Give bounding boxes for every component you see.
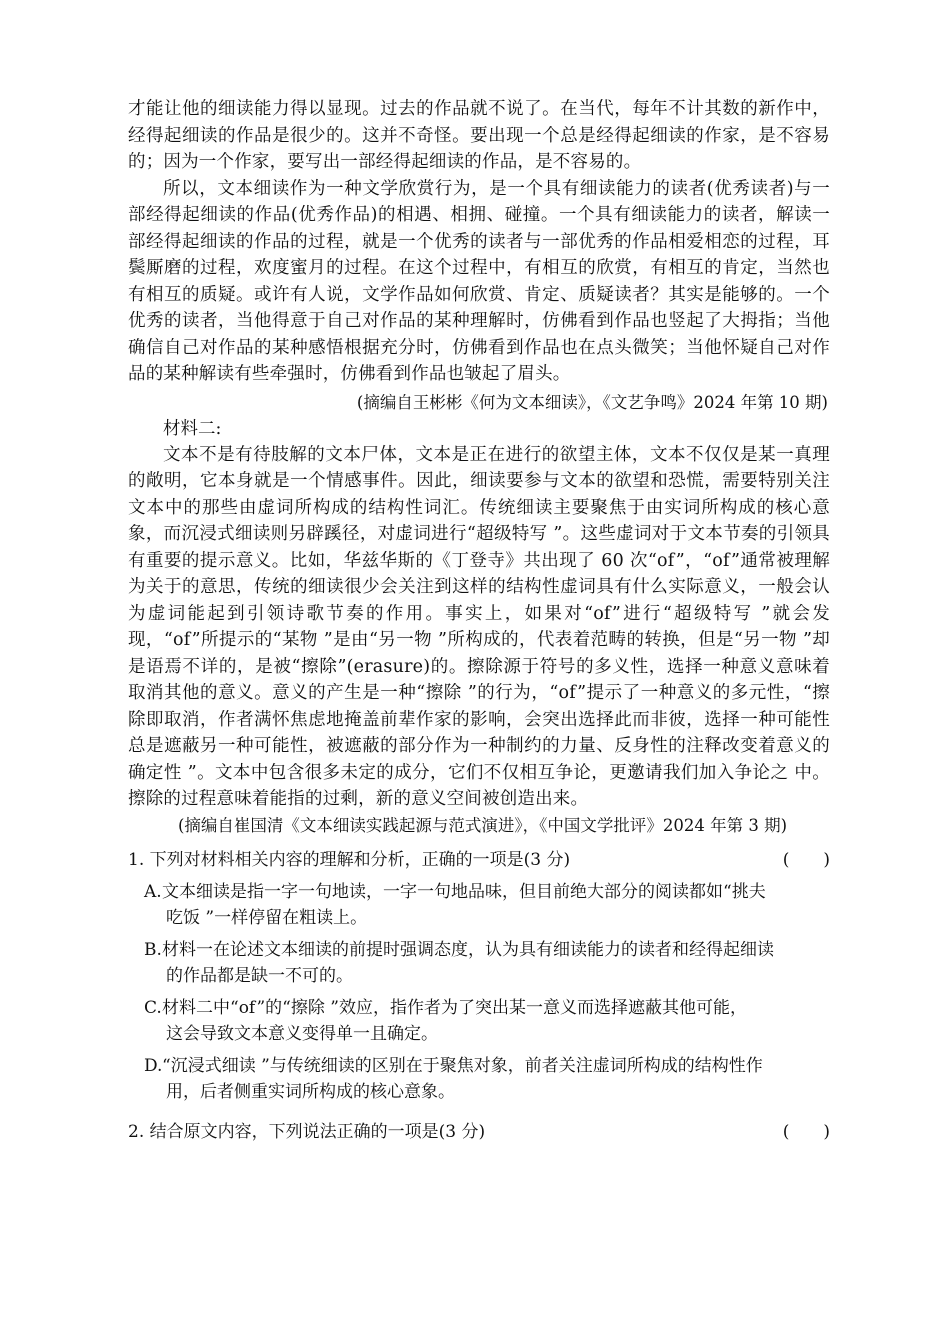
option-d [128, 1053, 830, 1105]
option-d-line1: “沉浸式细读 ”与传统细读的区别在于聚焦对象，前者关注虚词所构成的结构性作 [162, 1055, 763, 1076]
question-2-answer-blank: ( ) [782, 1121, 830, 1142]
option-c-line2: 这会导致文本意义变得单一且确定。 [166, 1023, 438, 1044]
option-d-line2: 用，后者侧重实词所构成的核心意象。 [166, 1081, 455, 1102]
option-b-letter: B. [144, 939, 162, 960]
option-b [128, 937, 830, 989]
option-c [128, 995, 830, 1047]
paragraph-2: 所以，文本细读作为一种文学欣赏行为，是一个具有细读能力的读者(优秀读者)与一部经得起细读的作品(优秀作品)的相遇、相拥、碰撞。一个具有细读能力的读者，解读一部经得起细读的作品的过程，就是一个优秀的读者与一部优秀的作品相爱相恋的过程，耳鬓厮磨的过程，欢度蜜月的过程。在这个过程中，有相互的欣赏，有相互的肯定，当然也有相互的质疑。或许有人说，文学作品如何欣赏、肯定、质疑读者？其实是能够的。一个优秀的读者，当他得意于自己对作品的某种理解时，仿佛看到作品也竖起了大拇指；当他确信自己对作品的某种感悟根据充分时，仿佛看到作品也在点头微笑；当他怀疑自己对作品的某种解读有些牵强时，仿佛看到作品也皱起了眉头。 [128, 178, 830, 384]
question-1-answer-blank: ( ) [782, 849, 830, 870]
option-d-letter: D. [144, 1055, 163, 1076]
option-a-line2: 吃饭 ”一样停留在粗读上。 [166, 907, 368, 928]
citation-2: (摘编自崔国清《文本细读实践起源与范式演进》，《中国文学批评》2024 年第 3 期) [178, 815, 788, 835]
question-2 [128, 1119, 830, 1145]
option-b-line1: 材料一在论述文本细读的前提时强调态度，认为具有细读能力的读者和经得起细读 [162, 939, 774, 960]
citation-1: (摘编自王彬彬《何为文本细读》，《文艺争鸣》2024 年第 10 期) [356, 392, 828, 412]
question-1-stem: 1. 下列对材料相关内容的理解和分析，正确的一项是(3 分) [128, 849, 571, 870]
option-b-line2: 的作品都是缺一不可的。 [166, 965, 353, 986]
option-c-letter: C. [144, 997, 162, 1018]
question-2-stem: 2. 结合原文内容，下列说法正确的一项是(3 分) [128, 1121, 486, 1142]
paragraph-1: 才能让他的细读能力得以显现。过去的作品就不说了。在当代，每年不计其数的新作中，经得起细读的作品是很少的。这并不奇怪。要出现一个总是经得起细读的作家，是不容易的；因为一个作家，要写出一部经得起细读的作品，是不容易的。 [128, 99, 830, 172]
document-page [128, 96, 830, 1151]
option-a-line1: 文本细读是指一字一句地读，一字一句地品味，但目前绝大部分的阅读都如“挑夫 [162, 881, 766, 902]
question-1 [128, 847, 830, 873]
option-a-letter: A. [144, 881, 162, 902]
option-a [128, 879, 830, 931]
paragraph-3: 文本不是有待肢解的文本尸体，文本是正在进行的欲望主体，文本不仅仅是某一真理的敞明，它本身就是一个情感事件。因此，细读要参与文本的欲望和恐慌，需要特别关注文本中的那些由虚词所构成的结构性词汇。传统细读主要聚焦于由实词所构成的核心意象，而沉浸式细读则另辟蹊径，对虚词进行“超级特写 ”。这些虚词对于文本节奏的引领具有重要的提示意义。比如，华兹华斯的《丁登寺》共出现了 60 次“of”，“of”通常被理解为关于的意思，传统的细读很少会关注到这样的结构性虚词具有什么实际意义，一般会认为虚词能起到引领诗歌节奏的作用。事实上，如果对“of”进行“超级特写 ”就会发现，“of”所提示的“某物 ”是由“另一物 ”所构成的，代表着范畴的转换，但是“另一物 ”却是语焉不详的，是被“擦除”(erasure)的。擦除源于符号的多义性，选择一种意义意味着取消其他的意义。意义的产生是一种“擦除 ”的行为，“of”提示了一种意义的多元性，“擦除即取消，作者满怀焦虑地掩盖前辈作家的影响，会突出选择此而非彼，选择一种可能性总是遮蔽另一种可能性，被遮蔽的部分作为一种制约的力量、反身性的注释改变着意义的确定性 ”。文本中包含很多未定的成分，它们不仅相互争论，更邀请我们加入争论之 中。擦除的过程意味着能指的过剩，新的意义空间被创造出来。 [128, 444, 830, 809]
material-2-label: 材料二: [163, 418, 222, 439]
option-c-line1: 材料二中“of”的“擦除 ”效应，指作者为了突出某一意义而选择遮蔽其他可能， [162, 997, 747, 1018]
